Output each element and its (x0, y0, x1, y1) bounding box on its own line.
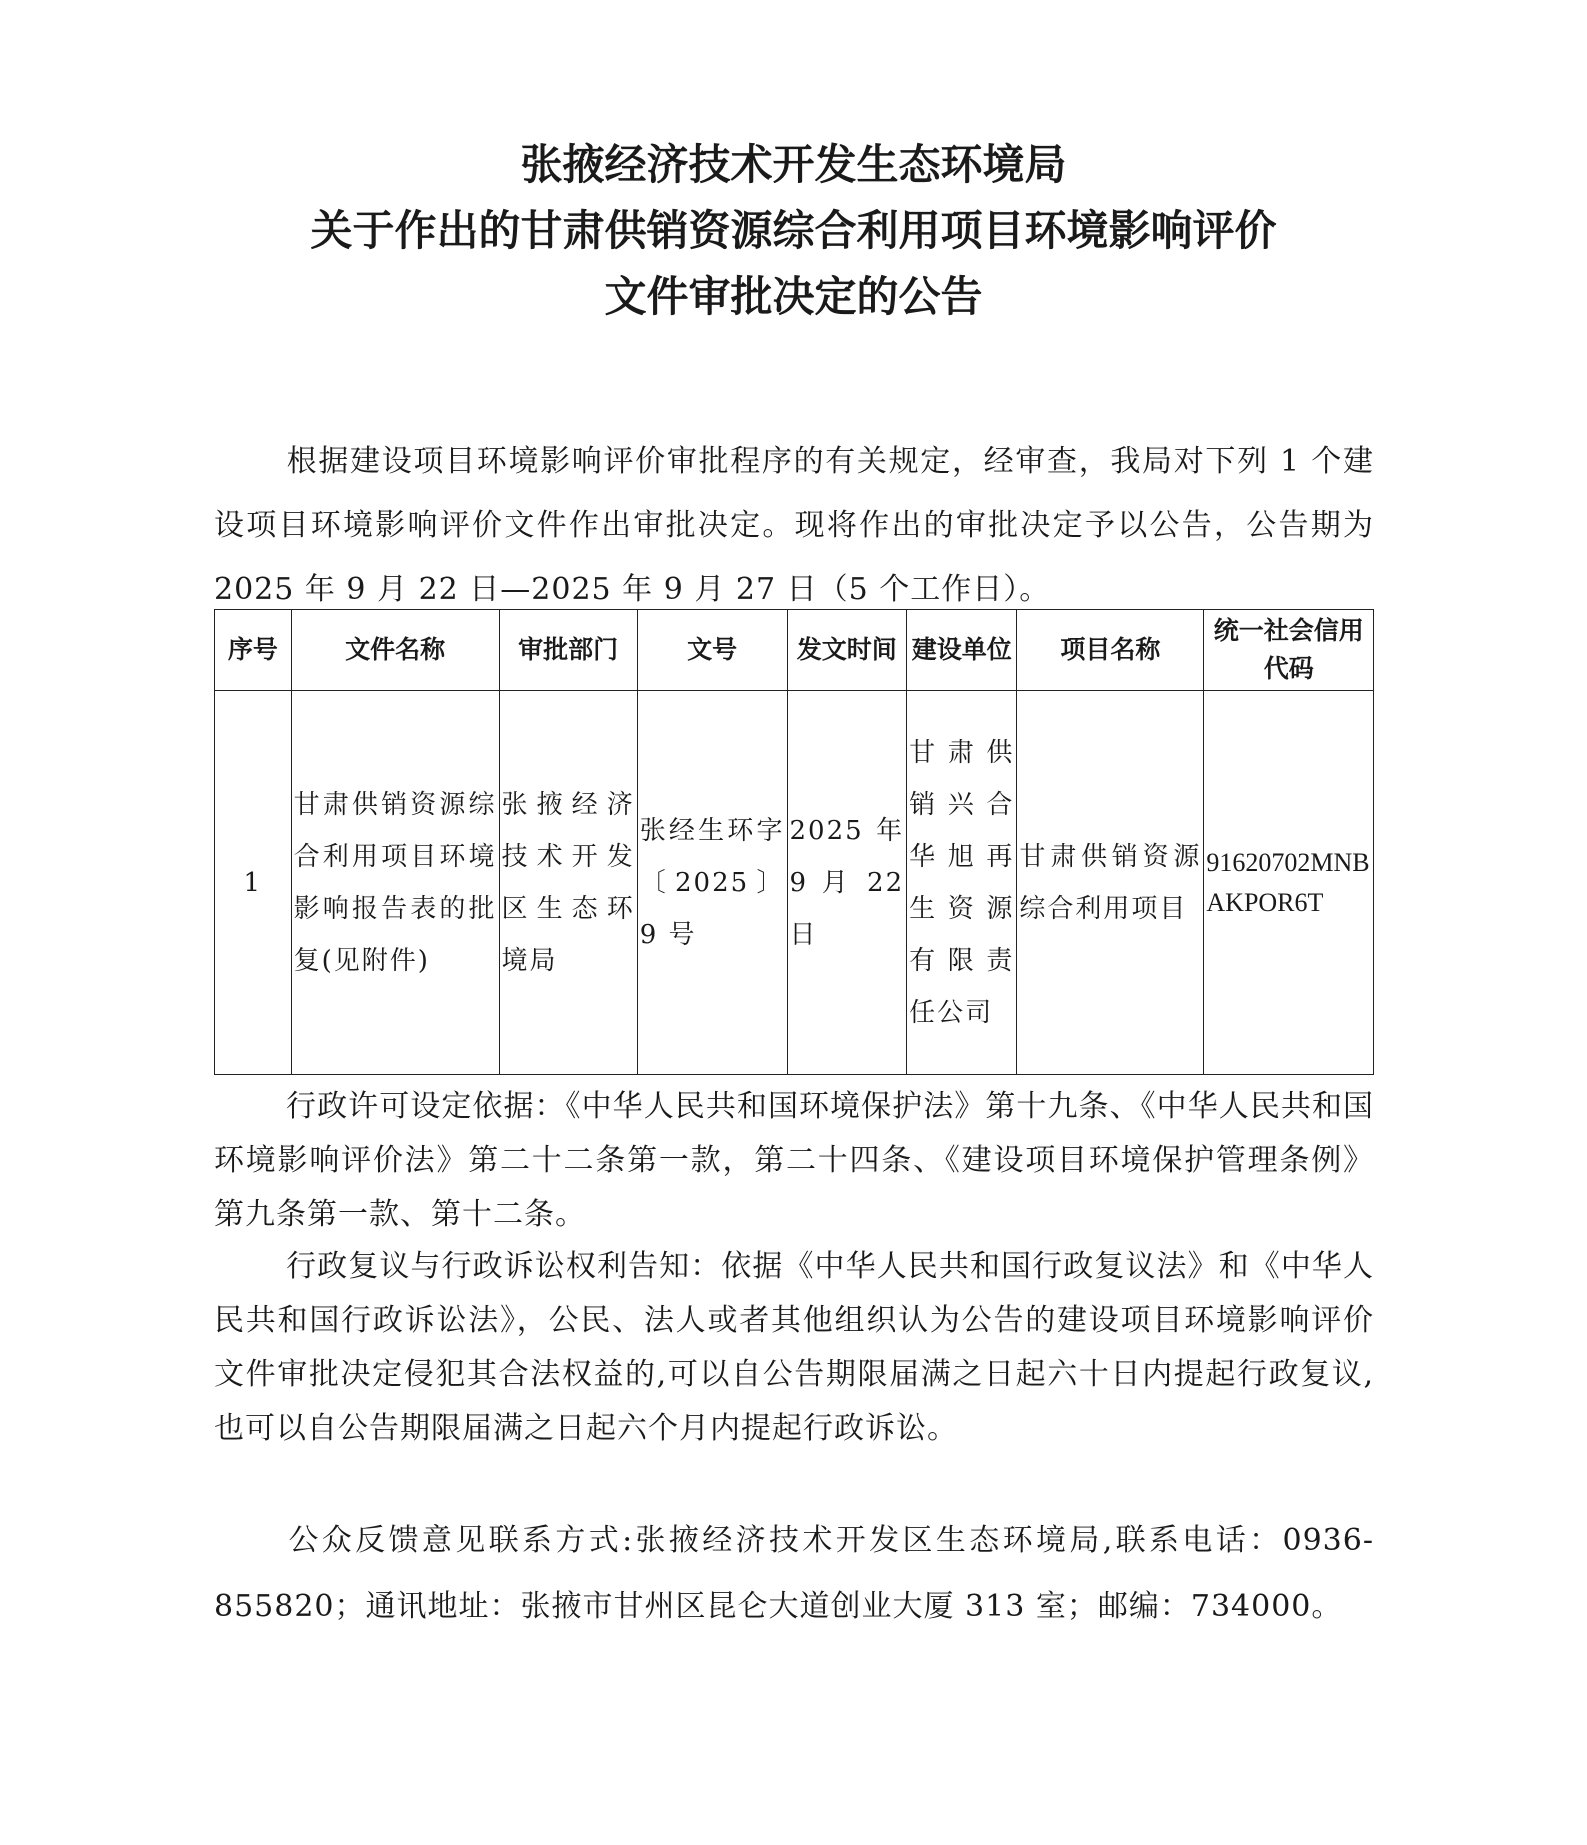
cell-builder: 甘肃供销兴合华旭再生资源有限责任公司 (907, 691, 1017, 1075)
approval-table (214, 609, 1374, 1075)
cell-doc-number: 张经生环字〔2025〕9 号 (637, 691, 787, 1075)
header-department: 审批部门 (499, 610, 637, 691)
intro-text: 根据建设项目环境影响评价审批程序的有关规定，经审查，我局对下列 1 个建设项目环境影响评价文件作出审批决定。现将作出的审批决定予以公告，公告期为 2025 年 9 月 22 日—2025 年 9 月 27 日（5 个工作日）。 (214, 444, 1374, 607)
cell-file-name: 甘肃供销资源综合利用项目环境影响报告表的批复(见附件) (291, 691, 499, 1075)
rights-notice-paragraph (214, 1240, 1374, 1456)
cell-project-name: 甘肃供销资源综合利用项目 (1017, 691, 1204, 1075)
header-doc-number: 文号 (637, 610, 787, 691)
rights-notice-text: 行政复议与行政诉讼权利告知：依据《中华人民共和国行政复议法》和《中华人民共和国行政诉讼法》，公民、法人或者其他组织认为公告的建设项目环境影响评价文件审批决定侵犯其合法权益的,可以自公告期限届满之日起六十日内提起行政复议,也可以自公告期限届满之日起六个月内提起行政诉讼。 (214, 1249, 1374, 1446)
cell-credit-code: 91620702MNBAKPOR6T (1204, 691, 1374, 1075)
title-line-2: 关于作出的甘肃供销资源综合利用项目环境影响评价 (310, 206, 1277, 255)
header-credit-code: 统一社会信用代码 (1204, 610, 1374, 691)
table-row (215, 691, 1374, 1075)
table-header-row (215, 610, 1374, 691)
intro-paragraph (214, 430, 1374, 622)
header-file-name: 文件名称 (291, 610, 499, 691)
contact-paragraph (214, 1508, 1374, 1640)
header-index: 序号 (215, 610, 292, 691)
cell-date: 2025 年 9 月 22 日 (787, 691, 907, 1075)
document-title (0, 132, 1587, 330)
header-date: 发文时间 (787, 610, 907, 691)
legal-basis-text: 行政许可设定依据：《中华人民共和国环境保护法》第十九条、《中华人民共和国环境影响评价法》第二十二条第一款，第二十四条、《建设项目环境保护管理条例》第九条第一款、第十二条。 (214, 1089, 1374, 1232)
header-builder: 建设单位 (907, 610, 1017, 691)
header-project-name: 项目名称 (1017, 610, 1204, 691)
cell-index: 1 (215, 691, 292, 1075)
title-line-3: 文件审批决定的公告 (604, 272, 983, 321)
cell-department: 张掖经济技术开发区生态环境局 (499, 691, 637, 1075)
title-line-1: 张掖经济技术开发生态环境局 (520, 140, 1067, 189)
legal-basis-paragraph (214, 1080, 1374, 1242)
contact-text: 公众反馈意见联系方式:张掖经济技术开发区生态环境局,联系电话：0936-855820；通讯地址：张掖市甘州区昆仑大道创业大厦 313 室；邮编：734000。 (214, 1523, 1374, 1624)
